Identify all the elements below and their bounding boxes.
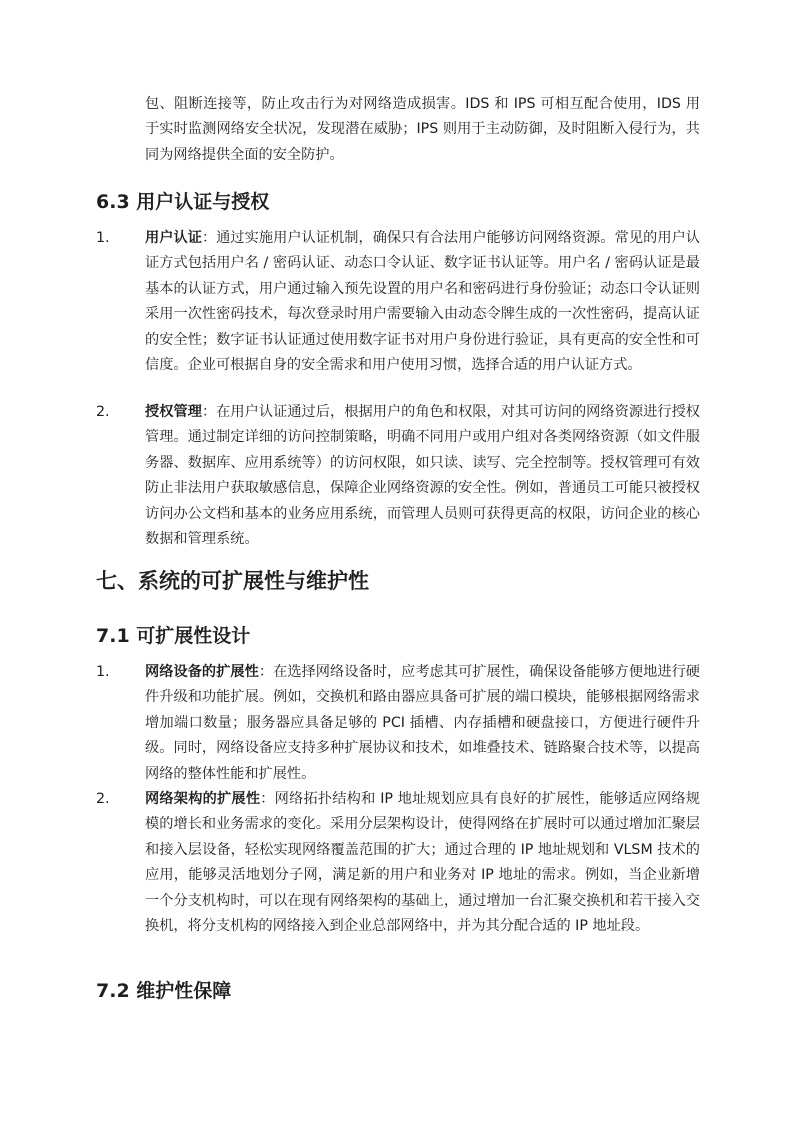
list-item-text: ：通过实施用户认证机制，确保只有合法用户能够访问网络资源。常见的用户认证方式包括用户名 / 密码认证、动态口令认证、数字证书认证等。用户名 / 密码认证是最基本的认证方式，用户通过输入预先设置的用户名和密码进行身份验证；动态口令认证则采用一次性密码技术，每次登录时用户需要输入由动态令牌生成的一次性密码，提高认证的安全性；数字证书认证通过使用数字证书对用户身份进行验证，具有更高的安全性和可信度。企业可根据自身的安全需求和用户使用习惯，选择合适的用户认证方式。 <box>145 230 700 374</box>
list-item-label: 授权管理 <box>145 404 202 420</box>
list-item-user-auth <box>145 226 700 378</box>
section-7-1-heading: 7.1 可扩展性设计 <box>96 625 251 647</box>
list-item-text: ：在用户认证通过后，根据用户的角色和权限，对其可访问的网络资源进行授权管理。通过制定详细的访问控制策略，明确不同用户或用户组对各类网络资源（如文件服务器、数据库、应用系统等）的访问权限，如只读、读写、完全控制等。授权管理可有效防止非法用户获取敏感信息，保障企业网络资源的安全性。例如，普通员工可能只被授权访问办公文档和基本的业务应用系统，而管理人员则可获得更高的权限，访问企业的核心数据和管理系统。 <box>145 404 700 548</box>
list-item-number: 2. <box>96 791 110 807</box>
list-item-label: 网络设备的扩展性 <box>145 664 259 680</box>
section-7-2-heading: 7.2 维护性保障 <box>96 980 232 1002</box>
list-item-text: ：网络拓扑结构和 IP 地址规划应具有良好的扩展性，能够适应网络规模的增长和业务需求的变化。采用分层架构设计，使得网络在扩展时可以通过增加汇聚层和接入层设备，轻松实现网络覆盖范围的扩大；通过合理的 IP 地址规划和 VLSM 技术的应用，能够灵活地划分子网，满足新的用户和业务对 IP 地址的需求。例如，当企业新增一个分支机构时，可以在现有网络架构的基础上，通过增加一台汇聚交换机和若干接入交换机，将分支机构的网络接入到企业总部网络中，并为其分配合适的 IP 地址段。 <box>145 791 700 935</box>
list-item-device-scalability <box>145 660 700 787</box>
list-item-architecture-scalability <box>145 787 700 939</box>
list-item-label: 用户认证 <box>145 230 202 246</box>
list-item-authorization <box>145 400 700 552</box>
list-item-number: 1. <box>96 664 110 680</box>
list-item-label: 网络架构的扩展性 <box>145 791 261 807</box>
list-item-number: 1. <box>96 230 110 246</box>
section-6-3-heading: 6.3 用户认证与授权 <box>96 191 270 213</box>
list-item-text: ：在选择网络设备时，应考虑其可扩展性，确保设备能够方便地进行硬件升级和功能扩展。例如，交换机和路由器应具备可扩展的端口模块，能够根据网络需求增加端口数量；服务器应具备足够的 PCI 插槽、内存插槽和硬盘接口，方便进行硬件升级。同时，网络设备应支持多种扩展协议和技术，如堆叠技术、链路聚合技术等，以提高网络的整体性能和扩展性。 <box>145 664 700 782</box>
intro-paragraph: 包、阻断连接等，防止攻击行为对网络造成损害。IDS 和 IPS 可相互配合使用，IDS 用于实时监测网络安全状况，发现潜在威胁；IPS 则用于主动防御，及时阻断入侵行为，共同为网络提供全面的安全防护。 <box>145 96 700 163</box>
chapter-7-heading: 七、系统的可扩展性与维护性 <box>96 569 369 593</box>
list-item-number: 2. <box>96 404 110 420</box>
